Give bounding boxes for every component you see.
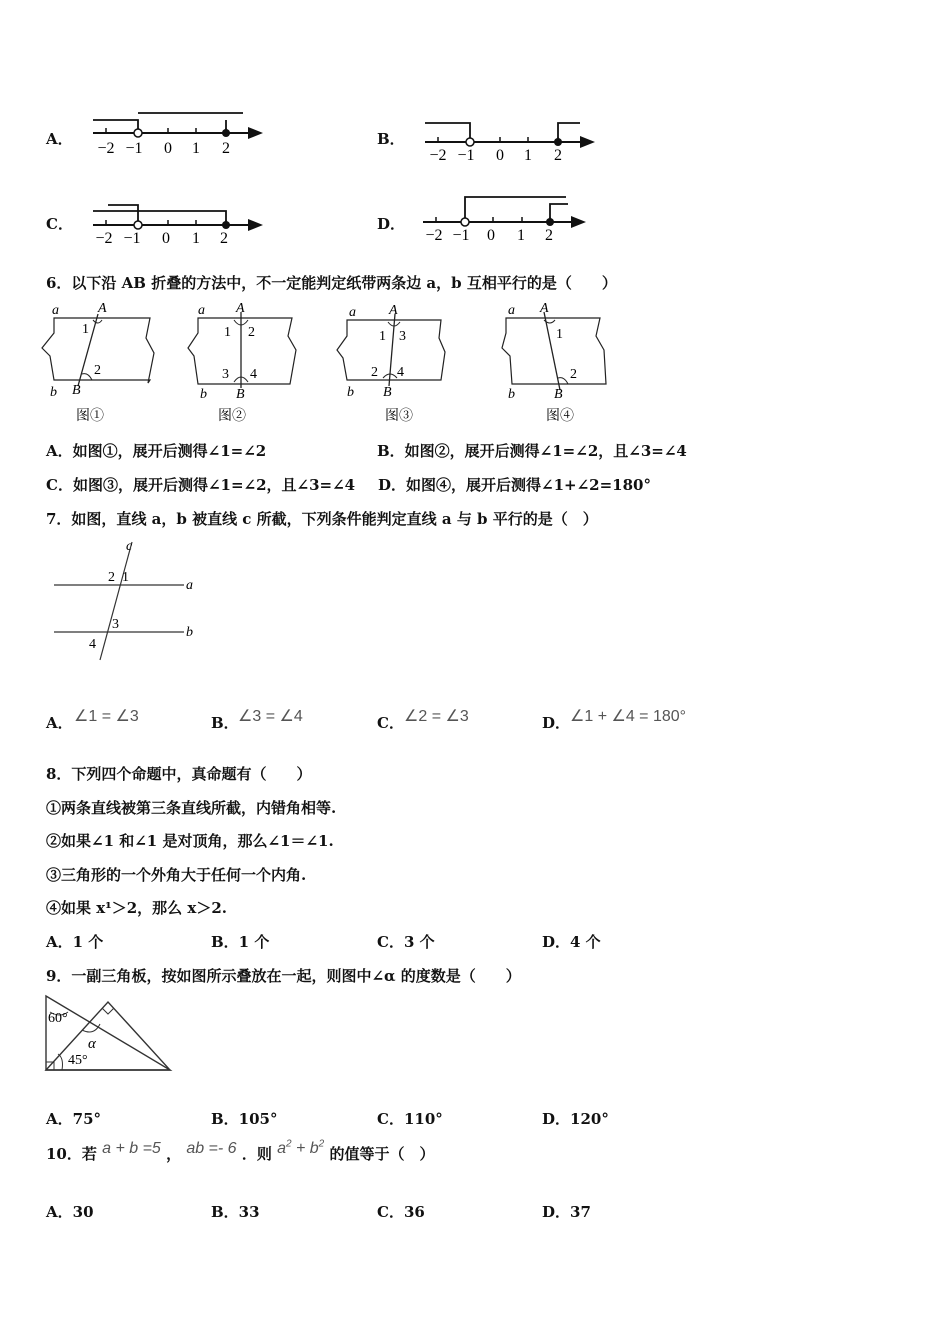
q6-figure-4 [498, 298, 628, 426]
svg-text:2: 2 [371, 365, 378, 380]
q10-suffix: 的值等于（ ） [329, 1145, 435, 1163]
figure-caption: 图① [76, 409, 104, 424]
svg-text:1: 1 [82, 322, 89, 337]
tick-label: 2 [545, 227, 553, 244]
q7-option-d-label: D． [542, 714, 571, 732]
svg-text:b: b [186, 625, 193, 640]
q7-option-b-expr: ∠3 = ∠4 [238, 708, 303, 725]
tick-label: −1 [457, 147, 475, 164]
svg-text:4: 4 [397, 365, 404, 380]
q7-option-a-label: A． [46, 714, 73, 732]
svg-text:4: 4 [89, 637, 96, 652]
q8-statement-1: ①两条直线被第三条直线所截，内错角相等. [46, 799, 337, 817]
svg-text:a: a [198, 303, 205, 318]
q10-expression: $a^2 + b^2$ [277, 1138, 325, 1157]
tick-label: 2 [222, 140, 230, 157]
q10-eq2: ab =- 6 [186, 1140, 237, 1157]
tick-label: 1 [192, 230, 200, 247]
q10-eq1: a + b =5 [102, 1140, 161, 1157]
svg-text:b: b [347, 385, 354, 400]
q6-option-b: B．如图②，展开后测得∠1=∠2，且∠3=∠4 [377, 442, 687, 460]
q9-option-d: D．120° [542, 1110, 609, 1128]
q8-statement-2: ②如果∠1 和∠1 是对顶角，那么∠1＝∠1. [46, 832, 334, 850]
q9-option-c: C．110° [377, 1110, 443, 1128]
q5-option-a-label: A． [46, 130, 73, 148]
q10-option-c: C．36 [377, 1203, 425, 1221]
q6-figure-1 [40, 298, 170, 426]
svg-text:3: 3 [112, 617, 119, 632]
svg-text:A: A [540, 301, 549, 316]
q9-figure [42, 992, 182, 1077]
q5-option-d-label: D． [377, 215, 406, 233]
q10-option-a: A．30 [46, 1203, 94, 1221]
svg-text:2: 2 [570, 367, 577, 382]
q10-option-d: D．37 [542, 1203, 591, 1221]
svg-text:a: a [508, 303, 515, 318]
q8-option-a: A．1 个 [46, 933, 104, 951]
svg-text:B: B [554, 387, 563, 402]
q9-option-b: B．105° [211, 1110, 278, 1128]
svg-text:A: A [389, 303, 398, 318]
angle-label: 60° [48, 1011, 68, 1026]
q8-option-c: C．3 个 [377, 933, 435, 951]
q10-stem [46, 1138, 435, 1164]
q6-figure-2 [188, 298, 318, 426]
svg-text:A: A [98, 301, 107, 316]
q7-figure [46, 536, 206, 666]
q6-figure-3 [335, 298, 465, 426]
tick-label: 0 [496, 147, 504, 164]
angle-label: 45° [68, 1053, 88, 1068]
q8-option-d: D．4 个 [542, 933, 601, 951]
q7-stem: 7．如图，直线 a，b 被直线 c 所截，下列条件能判定直线 a 与 b 平行的是（ ） [46, 510, 598, 528]
svg-text:2: 2 [108, 570, 115, 585]
tick-label: −2 [97, 140, 115, 157]
tick-label: −2 [425, 227, 443, 244]
svg-text:2: 2 [94, 363, 101, 378]
q6-stem: 6．以下沿 AB 折叠的方法中，不一定能判定纸带两条边 a，b 互相平行的是（ ） [46, 274, 617, 292]
svg-text:c: c [126, 539, 133, 554]
svg-text:3: 3 [222, 367, 229, 382]
q5-number-line-d [418, 190, 603, 245]
svg-text:1: 1 [556, 327, 563, 342]
q5-number-line-a [88, 108, 273, 158]
angle-label: α [88, 1036, 96, 1052]
q10-then: ．则 [241, 1145, 272, 1163]
svg-text:b: b [508, 387, 515, 402]
svg-text:4: 4 [250, 367, 257, 382]
tick-label: 1 [524, 147, 532, 164]
q6-option-a: A．如图①，展开后测得∠1=∠2 [46, 442, 267, 460]
svg-text:a: a [186, 578, 193, 593]
q5-number-line-c [88, 197, 273, 247]
tick-label: −2 [95, 230, 113, 247]
q8-statement-4: ④如果 x¹＞2，那么 x＞2. [46, 899, 227, 917]
tick-label: −1 [452, 227, 470, 244]
svg-text:B: B [72, 383, 81, 398]
tick-label: 1 [192, 140, 200, 157]
svg-text:B: B [236, 387, 245, 402]
svg-text:A: A [236, 301, 245, 316]
svg-text:b: b [200, 387, 207, 402]
svg-text:3: 3 [399, 329, 406, 344]
svg-text:b: b [50, 385, 57, 400]
q9-stem: 9．一副三角板，按如图所示叠放在一起，则图中∠α 的度数是（ ） [46, 967, 521, 985]
q8-statement-3: ③三角形的一个外角大于任何一个内角. [46, 866, 307, 884]
tick-label: 0 [164, 140, 172, 157]
q6-option-c: C．如图③，展开后测得∠1=∠2，且∠3=∠4 [46, 476, 356, 494]
q7-option-c-label: C． [377, 714, 404, 732]
q9-option-a: A．75° [46, 1110, 102, 1128]
q5-number-line-b [420, 115, 605, 165]
svg-text:2: 2 [248, 325, 255, 340]
q7-option-d-expr: ∠1 + ∠4 = 180° [570, 708, 687, 725]
svg-text:a: a [349, 305, 356, 320]
q10-prefix: 10．若 [46, 1145, 97, 1163]
tick-label: 2 [554, 147, 562, 164]
tick-label: −2 [429, 147, 447, 164]
svg-text:a: a [52, 303, 59, 318]
q8-option-b: B．1 个 [211, 933, 270, 951]
tick-label: −1 [123, 230, 141, 247]
q5-option-b-label: B． [377, 130, 405, 148]
figure-caption: 图④ [546, 409, 574, 424]
q7-option-c-expr: ∠2 = ∠3 [404, 708, 469, 725]
svg-text:1: 1 [122, 570, 129, 585]
svg-text:B: B [383, 385, 392, 400]
q8-stem: 8．下列四个命题中，真命题有（ ） [46, 765, 312, 783]
svg-text:1: 1 [379, 329, 386, 344]
q7-option-a-expr: ∠1 = ∠3 [74, 708, 139, 725]
q6-option-d: D．如图④，展开后测得∠1+∠2=180° [378, 476, 651, 494]
tick-label: 2 [220, 230, 228, 247]
tick-label: −1 [125, 140, 143, 157]
q5-option-c-label: C． [46, 215, 73, 233]
q10-option-b: B．33 [211, 1203, 260, 1221]
q10-sep: ， [166, 1145, 182, 1163]
q7-option-b-label: B． [211, 714, 239, 732]
figure-caption: 图③ [385, 409, 413, 424]
tick-label: 1 [517, 227, 525, 244]
tick-label: 0 [487, 227, 495, 244]
figure-caption: 图② [218, 409, 246, 424]
svg-text:1: 1 [224, 325, 231, 340]
tick-label: 0 [162, 230, 170, 247]
